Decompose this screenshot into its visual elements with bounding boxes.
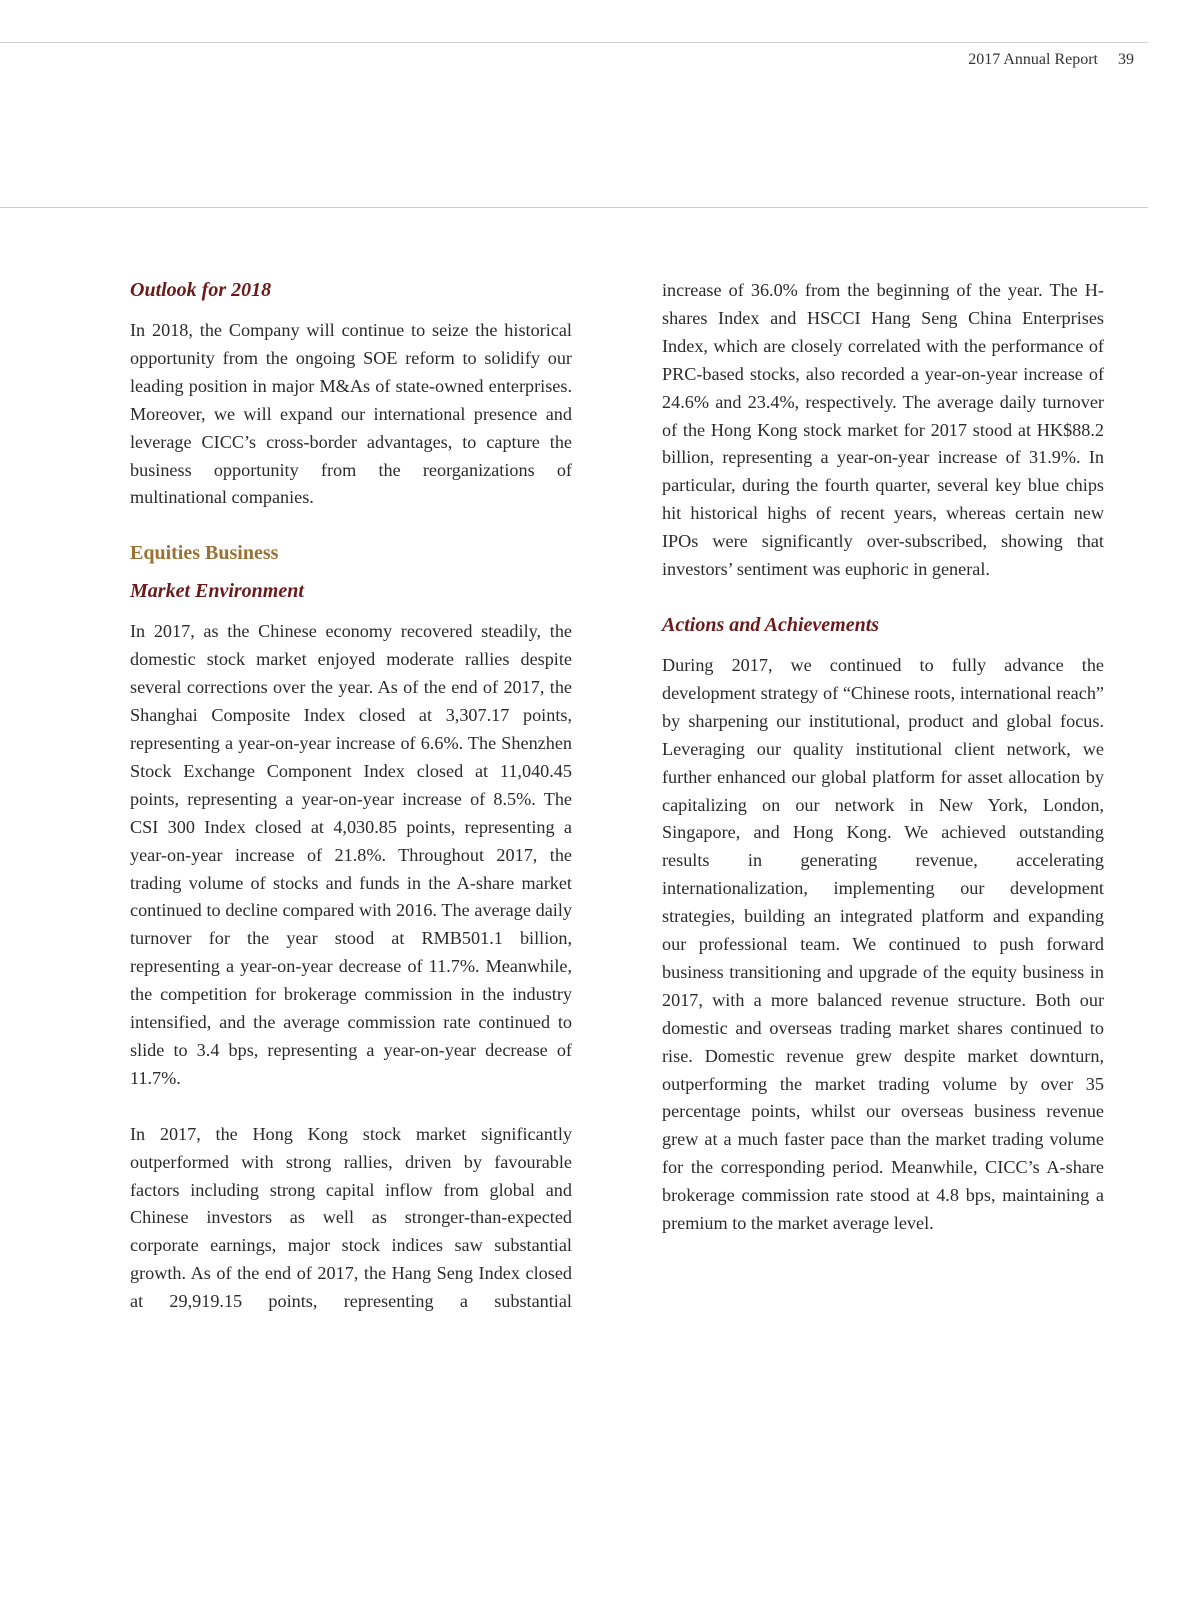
report-title: 2017 Annual Report bbox=[968, 51, 1098, 68]
header-divider-bottom bbox=[0, 207, 1148, 208]
header-divider-top bbox=[0, 42, 1148, 43]
outlook-paragraph: In 2018, the Company will continue to seize the historical opportunity from the ongoing SOE reform to solidify our leading position in major M&As of state-owned enterprises. Moreover, we will expand our international presence and leverage CICC’s cross-border advantages, to capture the business opportunity from the reorganizations of multinational companies. bbox=[130, 320, 572, 508]
actions-paragraph: During 2017, we continued to fully advance the development strategy of “Chinese roots, international reach” by sharpening our institutional, product and global focus. Leveraging our quality institutional client network, we further enhanced our global platform for asset allocation by capitalizing on our network in New York, London, Singapore, and Hong Kong. We achieved outstanding results in generating revenue, accelerating internationalization, implementing our development strategies, building an integrated platform and expanding our professional team. We continued to push forward business transitioning and upgrade of the equity business in 2017, with a more balanced revenue structure. Both our domestic and overseas trading market shares continued to rise. Domestic revenue grew despite market downturn, outperforming the market trading volume by over 35 percentage points, whilst our overseas business revenue grew at a much faster pace than the market trading volume for the corresponding period. Meanwhile, CICC’s A-share brokerage commission rate stood at 4.8 bps, maintaining a premium to the market average level. bbox=[662, 654, 1104, 1234]
market-paragraph-2: In 2017, the Hong Kong stock market significantly outperformed with strong rallies, driven by favourable factors including strong capital inflow from global and Chinese investors as well as stronger-than-expected corporate earnings, major stock indices saw substantial growth. As of the end of 2017, the Hang Seng Index closed at 29,919.15 points, representing a substantial bbox=[130, 1123, 572, 1312]
right-column bbox=[662, 277, 1104, 1238]
market-paragraph-1: In 2017, as the Chinese economy recovered steadily, the domestic stock market enjoyed moderate rallies despite several corrections over the year. As of the end of 2017, the Shanghai Composite Index closed at 3,307.17 points, representing a year-on-year increase of 6.6%. The Shenzhen Stock Exchange Component Index closed at 11,040.45 points, representing a year-on-year increase of 8.5%. The CSI 300 Index closed at 4,030.85 points, representing a year-on-year increase of 21.8%. Throughout 2017, the trading volume of stocks and funds in the A-share market continued to decline compared with 2016. The average daily turnover for the year stood at RMB501.1 billion, representing a year-on-year decrease of 11.7%. Meanwhile, the competition for brokerage commission in the industry intensified, and the average commission rate continued to slide to 3.4 bps, representing a year-on-year decrease of 11.7%. bbox=[130, 621, 572, 1088]
page-number: 39 bbox=[1118, 51, 1134, 68]
market-paragraph-2-continued: increase of 36.0% from the beginning of the year. The H-shares Index and HSCCI Hang Seng China Enterprises Index, which are closely correlated with the performance of PRC-based stocks, also recorded a year-on-year increase of 24.6% and 23.4%, respectively. The average daily turnover of the Hong Kong stock market for 2017 stood at HK$88.2 billion, representing a year-on-year increase of 31.9%. In particular, during the fourth quarter, several key blue chips hit historical highs of recent years, whereas certain new IPOs were significantly over-subscribed, showing that investors’ sentiment was euphoric in general. bbox=[662, 280, 1104, 580]
actions-achievements-heading: Actions and Achievements bbox=[662, 613, 880, 636]
running-header bbox=[968, 51, 1134, 69]
outlook-heading: Outlook for 2018 bbox=[130, 279, 272, 301]
market-environment-heading: Market Environment bbox=[130, 580, 304, 603]
equities-business-heading: Equities Business bbox=[130, 542, 279, 565]
left-column bbox=[130, 277, 572, 1316]
